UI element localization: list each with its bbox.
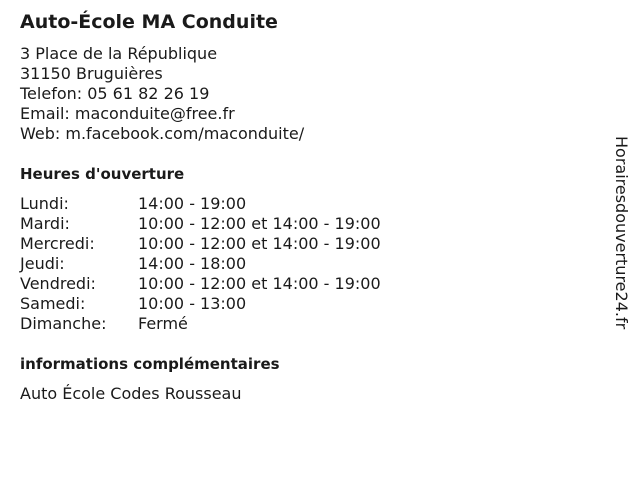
day-label: Mercredi: — [20, 234, 95, 253]
day-label: Samedi: — [20, 294, 86, 313]
day-times: Fermé — [138, 314, 188, 333]
day-label: Jeudi: — [20, 254, 65, 273]
side-brand-watermark: Horairesdouverture24.fr — [612, 136, 631, 330]
info-heading: informations complémentaires — [20, 355, 280, 373]
business-name: Auto-École MA Conduite — [20, 11, 278, 33]
hours-row-friday — [20, 274, 381, 294]
day-label: Vendredi: — [20, 274, 96, 293]
phone-text: Telefon: 05 61 82 26 19 — [20, 84, 210, 103]
hours-row-sunday — [20, 314, 381, 334]
hours-row-thursday — [20, 254, 381, 274]
hours-row-wednesday — [20, 234, 381, 254]
day-times: 10:00 - 13:00 — [138, 294, 247, 313]
day-label: Dimanche: — [20, 314, 107, 333]
hours-heading: Heures d'ouverture — [20, 165, 185, 183]
day-times: 10:00 - 12:00 et 14:00 - 19:00 — [138, 274, 381, 293]
address-line-city: 31150 Bruguières — [20, 64, 163, 83]
day-times: 10:00 - 12:00 et 14:00 - 19:00 — [138, 214, 381, 233]
day-times: 10:00 - 12:00 et 14:00 - 19:00 — [138, 234, 381, 253]
email-text: Email: maconduite@free.fr — [20, 104, 235, 123]
day-times: 14:00 - 18:00 — [138, 254, 247, 273]
day-times: 14:00 - 19:00 — [138, 194, 247, 213]
hours-row-saturday — [20, 294, 381, 314]
day-label: Lundi: — [20, 194, 69, 213]
hours-table — [20, 194, 381, 334]
day-label: Mardi: — [20, 214, 70, 233]
address-line-street: 3 Place de la République — [20, 44, 218, 63]
info-text: Auto École Codes Rousseau — [20, 384, 242, 403]
business-contact — [20, 44, 304, 144]
web-text: Web: m.facebook.com/maconduite/ — [20, 124, 305, 143]
hours-row-tuesday — [20, 214, 381, 234]
hours-row-monday — [20, 194, 381, 214]
